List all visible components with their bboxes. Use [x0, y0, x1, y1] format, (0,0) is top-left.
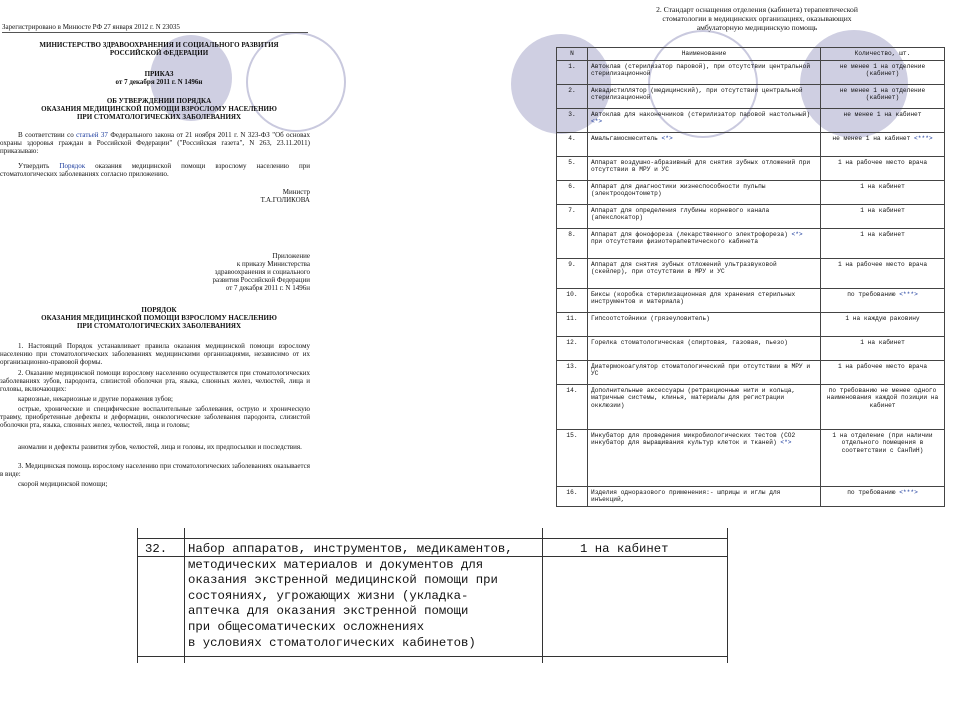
cell-number: 2. — [557, 84, 588, 108]
approval-title: ПРИ СТОМАТОЛОГИЧЕСКИХ ЗАБОЛЕВАНИЯХ — [76, 113, 242, 121]
cell-name-text: Диатермокоагулятор стоматологический при отсутствии в МРУ и УС — [591, 362, 811, 378]
cell-quantity — [821, 60, 945, 84]
item-description-line: методических материалов и документов для — [188, 557, 484, 572]
procedure-subitem: аномалии и дефекты развития зубов, челюстей, лица и головы, их предпосылки и последствия. — [18, 443, 302, 451]
cell-number: 7. — [557, 204, 588, 228]
footnote-link[interactable]: <*> — [657, 134, 673, 142]
cell-number: 5. — [557, 156, 588, 180]
preamble-text: В соответствии со — [18, 131, 77, 139]
cell-quantity-text: 1 на кабинет — [860, 230, 905, 238]
cell-quantity-text: 1 на рабочее место врача — [837, 362, 928, 370]
cell-number: 11. — [557, 312, 588, 336]
approval-title: ОБ УТВЕРЖДЕНИИ ПОРЯДКА — [106, 97, 212, 105]
cell-number: 4. — [557, 132, 588, 156]
procedure-title: ПРИ СТОМАТОЛОГИЧЕСКИХ ЗАБОЛЕВАНИЯХ — [76, 322, 242, 330]
preamble-paragraph — [0, 131, 310, 155]
footnote-link[interactable]: <*> — [591, 118, 603, 126]
cell-number: 6. — [557, 180, 588, 204]
cell-quantity-text: не менее 1 на кабинет — [832, 134, 911, 142]
cell-name-text: при отсутствии физиотерапевтического кабинета — [591, 238, 759, 246]
standard-title — [612, 5, 902, 32]
table-row — [557, 288, 945, 312]
cell-quantity-text: 1 на отделение (при наличии отдельного помещения в соответствии с СанПиН) — [832, 431, 933, 454]
appendix-line: от 7 декабря 2011 г. N 1496н — [225, 284, 310, 292]
cell-quantity — [821, 204, 945, 228]
table-row — [557, 360, 945, 384]
item-description-line: Набор аппаратов, инструментов, медикаментов, — [188, 542, 513, 556]
table-row — [557, 384, 945, 429]
cell-quantity-text: по требованию — [847, 488, 896, 496]
cell-name — [588, 84, 821, 108]
procedure-subitem: кариозные, некариозные и другие поражения зубов; — [18, 395, 173, 403]
cell-name-text: Автоклав для наконечников (стерилизатор паровой настольный) — [591, 110, 811, 118]
cell-quantity-text: 1 на кабинет — [860, 182, 905, 190]
procedure-title: ОКАЗАНИЯ МЕДИЦИНСКОЙ ПОМОЩИ ВЗРОСЛОМУ НАСЕЛЕНИЮ — [41, 314, 277, 322]
cell-quantity — [821, 180, 945, 204]
ministry-line: РОССИЙСКОЙ ФЕДЕРАЦИИ — [109, 49, 209, 57]
cell-quantity-text: 1 на каждую раковину — [845, 314, 920, 322]
cell-quantity — [821, 336, 945, 360]
cell-name-text: Горелка стоматологическая (спиртовая, газовая, пьезо) — [591, 338, 788, 346]
cell-name — [588, 228, 821, 258]
footnote-link[interactable]: <*> — [776, 439, 792, 447]
table-header-row — [557, 48, 945, 61]
cell-quantity-text: 1 на кабинет — [860, 338, 905, 346]
procedure-subitem: скорой медицинской помощи; — [18, 480, 108, 488]
table-border — [727, 528, 728, 663]
cell-quantity-text: по требованию не менее одного наименования каждой позиции на кабинет — [826, 386, 939, 409]
cell-number: 3. — [557, 108, 588, 132]
item-description-line: в условиях стоматологических кабинетов) — [188, 635, 476, 650]
article-link[interactable]: статьей 37 — [76, 131, 108, 139]
header-number: N — [557, 48, 588, 61]
cell-name — [588, 429, 821, 486]
appendix-line: Приложение — [272, 252, 310, 260]
cell-name-text: Амальгамосмеситель — [591, 134, 658, 142]
equipment-standard-document — [540, 0, 944, 526]
procedure-subitem: острые, хронические и специфические воспалительные заболевания, острую и хроническую травму, приобретенные дефекты и деформации, онкологические заболевания пародонта, слизистой оболочки рта, языка, слюнных желез, челюстей, лица и головы; — [0, 405, 310, 429]
cell-number: 8. — [557, 228, 588, 258]
header-quantity: Количество, шт. — [821, 48, 945, 61]
cell-name — [588, 384, 821, 429]
order-date: от 7 декабря 2011 г. N 1496н — [115, 78, 203, 86]
standard-title-line: 2. Стандарт оснащения отделения (кабинета) терапевтической — [656, 5, 858, 14]
cell-name — [588, 486, 821, 506]
signer-title: Министр — [282, 188, 310, 196]
table-row — [557, 132, 945, 156]
cell-quantity — [821, 384, 945, 429]
item-description-line: при общесоматических осложнениях — [188, 619, 425, 634]
item-description-line: оказания экстренной медицинской помощи при — [188, 573, 498, 588]
cell-name — [588, 258, 821, 288]
cell-name — [588, 60, 821, 84]
cell-quantity-text: по требованию — [847, 290, 896, 298]
appendix-line: развития Российской Федерации — [212, 276, 310, 284]
table-row — [557, 486, 945, 506]
resolution-paragraph — [0, 162, 310, 178]
footnote-link[interactable]: <***> — [895, 290, 918, 298]
cell-quantity — [821, 156, 945, 180]
cell-quantity — [821, 228, 945, 258]
resolution-text: оказания медицинской помощи взрослому населению при стоматологических заболеваниях согласно приложению. — [0, 162, 310, 178]
cell-number: 9. — [557, 258, 588, 288]
cell-quantity-text: не менее 1 на отделение (кабинет) — [839, 62, 926, 78]
cell-quantity — [821, 258, 945, 288]
appendix-line: здравоохранения и социального — [214, 268, 310, 276]
cell-name-text: Аппарат для снятия зубных отложений ультразвуковой (скейлер), при отсутствии в МРУ и УС — [591, 260, 777, 276]
row-number: 32. — [145, 542, 168, 556]
table-row — [557, 336, 945, 360]
table-row — [557, 156, 945, 180]
item-description-line: состояниях, угрожающих жизни (укладка- — [188, 588, 469, 603]
cell-name-text: Биксы (коробка стерилизационная для хранения стерильных инструментов и материала) — [591, 290, 796, 306]
cell-name — [588, 204, 821, 228]
cell-name-text: - шприцы и иглы для инъекций, — [591, 488, 781, 504]
cell-name-text: Аппарат воздушно-абразивный для снятия зубных отложений при отсутствии в МРУ и УС — [591, 158, 811, 174]
ministry-line: МИНИСТЕРСТВО ЗДРАВООХРАНЕНИЯ И СОЦИАЛЬНОГО РАЗВИТИЯ — [39, 41, 279, 49]
procedure-link[interactable]: Порядок — [59, 162, 86, 170]
resolution-text: Утвердить — [18, 162, 60, 170]
footnote-link[interactable]: <*> — [787, 230, 803, 238]
table-row — [557, 312, 945, 336]
cell-name-text: Изделия одноразового применения: — [591, 488, 710, 496]
cell-name — [588, 312, 821, 336]
cell-quantity-text: не менее 1 на кабинет — [843, 110, 922, 118]
cell-number: 16. — [557, 486, 588, 506]
cell-number: 15. — [557, 429, 588, 486]
cell-quantity — [821, 84, 945, 108]
table-border — [184, 528, 185, 663]
table-border — [137, 656, 728, 657]
equipment-table — [556, 47, 945, 507]
signer-name: Т.А.ГОЛИКОВА — [260, 196, 310, 204]
approval-title: ОКАЗАНИЯ МЕДИЦИНСКОЙ ПОМОЩИ ВЗРОСЛОМУ НАСЕЛЕНИЮ — [41, 105, 277, 113]
cell-quantity — [821, 288, 945, 312]
cell-name-text: Гипсоотстойники (грязеуловитель) — [591, 314, 710, 322]
cell-quantity — [821, 108, 945, 132]
table-row — [557, 204, 945, 228]
cell-name-text: Аппарат для фонофореза (лекарственного электрофореза) — [591, 230, 788, 238]
cell-number: 14. — [557, 384, 588, 429]
item-description-line: аптечка для оказания экстренной помощи — [188, 604, 469, 619]
standard-title-line: амбулаторную медицинскую помощь — [696, 23, 818, 32]
cell-name-text: Аквадистиллятор (медицинский), при отсутствии центральной стерилизационной — [591, 86, 803, 102]
item-quantity: 1 на кабинет — [580, 542, 669, 556]
table-border — [137, 538, 728, 539]
standard-title-line: стоматологии в медицинских организациях, оказывающих — [662, 14, 852, 23]
cell-quantity — [821, 429, 945, 486]
cell-quantity-text: 1 на рабочее место врача — [837, 158, 928, 166]
procedure-title: ПОРЯДОК — [141, 306, 177, 314]
preamble-text: Федерального закона от 21 ноября 2011 г. N 323-ФЗ "Об основах охраны здоровья граждан в Российской Федерации" ("Российская газета", N 263, 23.11.2011) приказываю: — [0, 131, 310, 155]
cell-name-text: Автоклав (стерилизатор паровой), при отсутствии центральной стерилизационной — [591, 62, 811, 78]
cell-name — [588, 156, 821, 180]
cell-name — [588, 180, 821, 204]
cell-name — [588, 132, 821, 156]
table-row — [557, 429, 945, 486]
table-row — [557, 60, 945, 84]
table-row — [557, 258, 945, 288]
order-label: ПРИКАЗ — [144, 70, 174, 78]
table-border — [137, 528, 138, 663]
cell-name — [588, 360, 821, 384]
registration-note: Зарегистрировано в Минюсте РФ 27 января 2012 г. N 23035 — [2, 23, 308, 33]
cell-number: 12. — [557, 336, 588, 360]
table-row — [557, 180, 945, 204]
procedure-item: 2. Оказание медицинской помощи взрослому населению осуществляется при стоматологических заболеваниях зубов, пародонта, слизистой оболочки рта, языка, слюнных желез, челюстей, лица и головы, включающих: — [0, 369, 310, 393]
table-row — [557, 84, 945, 108]
cell-name-text: Аппарат для диагностики жизнеспособности пульпы (электроодонтометр) — [591, 182, 766, 198]
header-name: Наименование — [588, 48, 821, 61]
order-document — [0, 0, 318, 500]
footnote-link[interactable]: <***> — [895, 488, 918, 496]
table-row — [557, 228, 945, 258]
cell-quantity-text: не менее 1 на отделение (кабинет) — [839, 86, 926, 102]
procedure-item: 1. Настоящий Порядок устанавливает правила оказания медицинской помощи взрослому населению при стоматологических заболеваниях медицинскими организациями, независимо от их организационно-правовой формы. — [0, 342, 310, 366]
cell-quantity — [821, 132, 945, 156]
cell-number: 13. — [557, 360, 588, 384]
cell-name — [588, 288, 821, 312]
cell-number: 10. — [557, 288, 588, 312]
cell-quantity — [821, 312, 945, 336]
cell-name-text: Дополнительные аксессуары (ретракционные нити и кольца, матричные системы, клинья, материалы для регистрации окклюзии) — [591, 386, 796, 409]
cell-quantity — [821, 360, 945, 384]
cell-name-text: Инкубатор для проведения микробиологических тестов (CO2 инкубатор для выращивания культур клеток и тканей) — [591, 431, 796, 447]
item-description — [188, 542, 513, 651]
cell-quantity-text: 1 на рабочее место врача — [837, 260, 928, 268]
procedure-item: 3. Медицинская помощь взрослому населению при стоматологических заболеваниях оказывается в виде: — [0, 462, 310, 478]
cell-quantity-text: 1 на кабинет — [860, 206, 905, 214]
footnote-link[interactable]: <***> — [910, 134, 933, 142]
cell-quantity — [821, 486, 945, 506]
cell-name — [588, 336, 821, 360]
table-row — [557, 108, 945, 132]
cell-number: 1. — [557, 60, 588, 84]
appendix-line: к приказу Министерства — [236, 260, 310, 268]
cell-name-text: Аппарат для определения глубины корневого канала (апекслокатор) — [591, 206, 770, 222]
zoomed-table-row — [130, 528, 730, 663]
cell-name — [588, 108, 821, 132]
table-border — [542, 528, 543, 663]
